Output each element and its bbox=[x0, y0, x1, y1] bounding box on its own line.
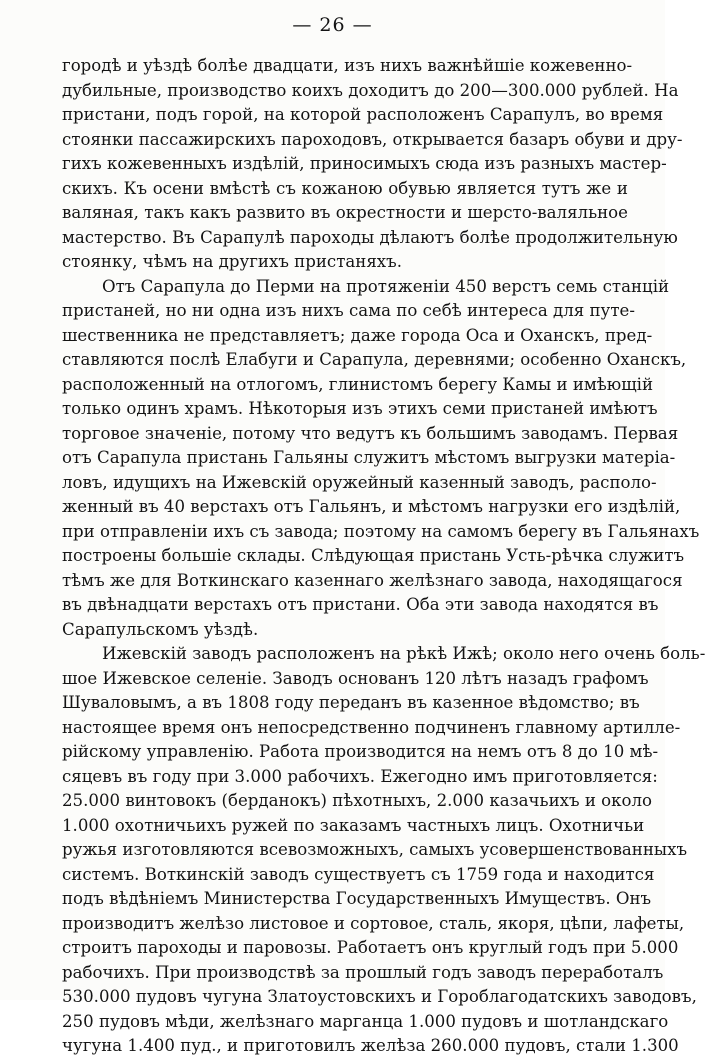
text-line: Шуваловымъ, а въ 1808 году переданъ въ казенное вѣдомство; въ bbox=[62, 693, 640, 712]
text-line: женный въ 40 верстахъ отъ Гальянъ, и мѣстомъ нагрузки его издѣлій, bbox=[62, 497, 681, 516]
text-line: городѣ и уѣздѣ болѣе двадцати, изъ нихъ важнѣйшіе кожевенно- bbox=[62, 56, 633, 75]
text-line: ставляются послѣ Елабуги и Сарапула, деревнями; особенно Оханскъ, bbox=[62, 350, 687, 369]
text-line: 530.000 пудовъ чугуна Златоустовскихъ и Гороблагодатскихъ заводовъ, bbox=[62, 987, 697, 1006]
paragraph-sarapul-leather bbox=[62, 54, 683, 275]
text-line: рабочихъ. При производствѣ за прошлый годъ заводъ переработалъ bbox=[62, 962, 664, 982]
text-line: гихъ кожевенныхъ издѣлій, приносимыхъ сюда изъ разныхъ мастер- bbox=[62, 154, 667, 173]
text-line: системъ. Воткинскій заводъ существуетъ съ 1759 года и находится bbox=[62, 864, 655, 884]
text-line: торговое значеніе, потому что ведутъ къ большимъ заводамъ. Первая bbox=[62, 423, 679, 443]
text-line: валяная, такъ какъ развито въ окрестности и шерсто-валяльное bbox=[62, 203, 628, 222]
text-line: шественника не представляетъ; даже города Оса и Оханскъ, пред- bbox=[62, 325, 653, 345]
text-line: Сарапульскомъ уѣздѣ. bbox=[62, 619, 259, 639]
text-line: расположенный на отлогомъ, глинистомъ берегу Камы и имѣющій bbox=[62, 374, 654, 394]
text-line: пристаней, но ни одна изъ нихъ сама по себѣ интереса для путе- bbox=[62, 301, 635, 320]
text-line: чугуна 1.400 пуд., и приготовилъ желѣза 260.000 пудовъ, стали 1.300 bbox=[62, 1036, 679, 1055]
text-line: стоянку, чѣмъ на другихъ пристаняхъ. bbox=[62, 252, 402, 271]
text-line: дубильные, производство коихъ доходитъ до 200—300.000 рублей. На bbox=[62, 80, 679, 100]
text-line: стоянки пассажирскихъ пароходовъ, открывается базаръ обуви и дру- bbox=[62, 129, 683, 149]
text-line: Отъ Сарапула до Перми на протяженіи 450 верстъ семь станцій bbox=[102, 276, 670, 296]
paragraph-izhevsk-votkinsk bbox=[62, 642, 705, 1059]
text-line: ловъ, идущихъ на Ижевскій оружейный казенный заводъ, располо- bbox=[62, 472, 657, 492]
text-line: производитъ желѣзо листовое и сортовое, сталь, якоря, цѣпи, лафеты, bbox=[62, 913, 685, 933]
text-line: Ижевскій заводъ расположенъ на рѣкѣ Ижѣ; около него очень боль- bbox=[102, 644, 705, 663]
text-line: 250 пудовъ мѣди, желѣзнаго марганца 1.000 пудовъ и шотландскаго bbox=[62, 1011, 669, 1031]
text-line: построены большіе склады. Слѣдующая пристань Усть-рѣчка служитъ bbox=[62, 546, 685, 565]
text-column bbox=[62, 54, 705, 1059]
text-line: только одинъ храмъ. Нѣкоторыя изъ этихъ семи пристаней имѣютъ bbox=[62, 399, 658, 418]
text-line: въ двѣнадцати верстахъ отъ пристани. Оба эти завода находятся въ bbox=[62, 595, 659, 614]
text-line: подъ вѣдѣніемъ Министерства Государственныхъ Имуществъ. Онъ bbox=[62, 889, 652, 908]
paragraph-sarapul-to-perm bbox=[62, 275, 700, 643]
text-line: сяцевъ въ году при 3.000 рабочихъ. Ежегодно имъ приготовляется: bbox=[62, 766, 658, 786]
text-line: пристани, подъ горой, на которой расположенъ Сарапулъ, во время bbox=[62, 105, 664, 124]
text-line: ружья изготовляются всевозможныхъ, самыхъ усовершенствованныхъ bbox=[62, 840, 688, 859]
text-line: строитъ пароходы и паровозы. Работаетъ онъ круглый годъ при 5.000 bbox=[62, 938, 679, 957]
text-line: шое Ижевское селеніе. Заводъ основанъ 120 лѣтъ назадъ графомъ bbox=[62, 668, 649, 688]
text-line: 1.000 охотничьихъ ружей по заказамъ частныхъ лицъ. Охотничьи bbox=[62, 815, 645, 835]
text-line: 25.000 винтовокъ (берданокъ) пѣхотныхъ, 2.000 казачьихъ и около bbox=[62, 791, 653, 810]
text-line: рійскому управленію. Работа производится на немъ отъ 8 до 10 мѣ- bbox=[62, 742, 659, 761]
text-line: мастерство. Въ Сарапулѣ пароходы дѣлаютъ болѣе продолжительную bbox=[62, 227, 678, 247]
text-line: настоящее время онъ непосредственно подчиненъ главному артилле- bbox=[62, 717, 681, 737]
text-line: скихъ. Къ осени вмѣстѣ съ кожаною обувью является тутъ же и bbox=[62, 178, 628, 198]
text-line: отъ Сарапула пристань Гальяны служитъ мѣстомъ выгрузки матеріа- bbox=[62, 448, 676, 467]
text-line: при отправленіи ихъ съ завода; поэтому на самомъ берегу въ Гальянахъ bbox=[62, 521, 700, 541]
text-line: тѣмъ же для Воткинскаго казеннаго желѣзнаго завода, находящагося bbox=[62, 570, 683, 590]
page-number: — 26 — bbox=[292, 14, 373, 36]
